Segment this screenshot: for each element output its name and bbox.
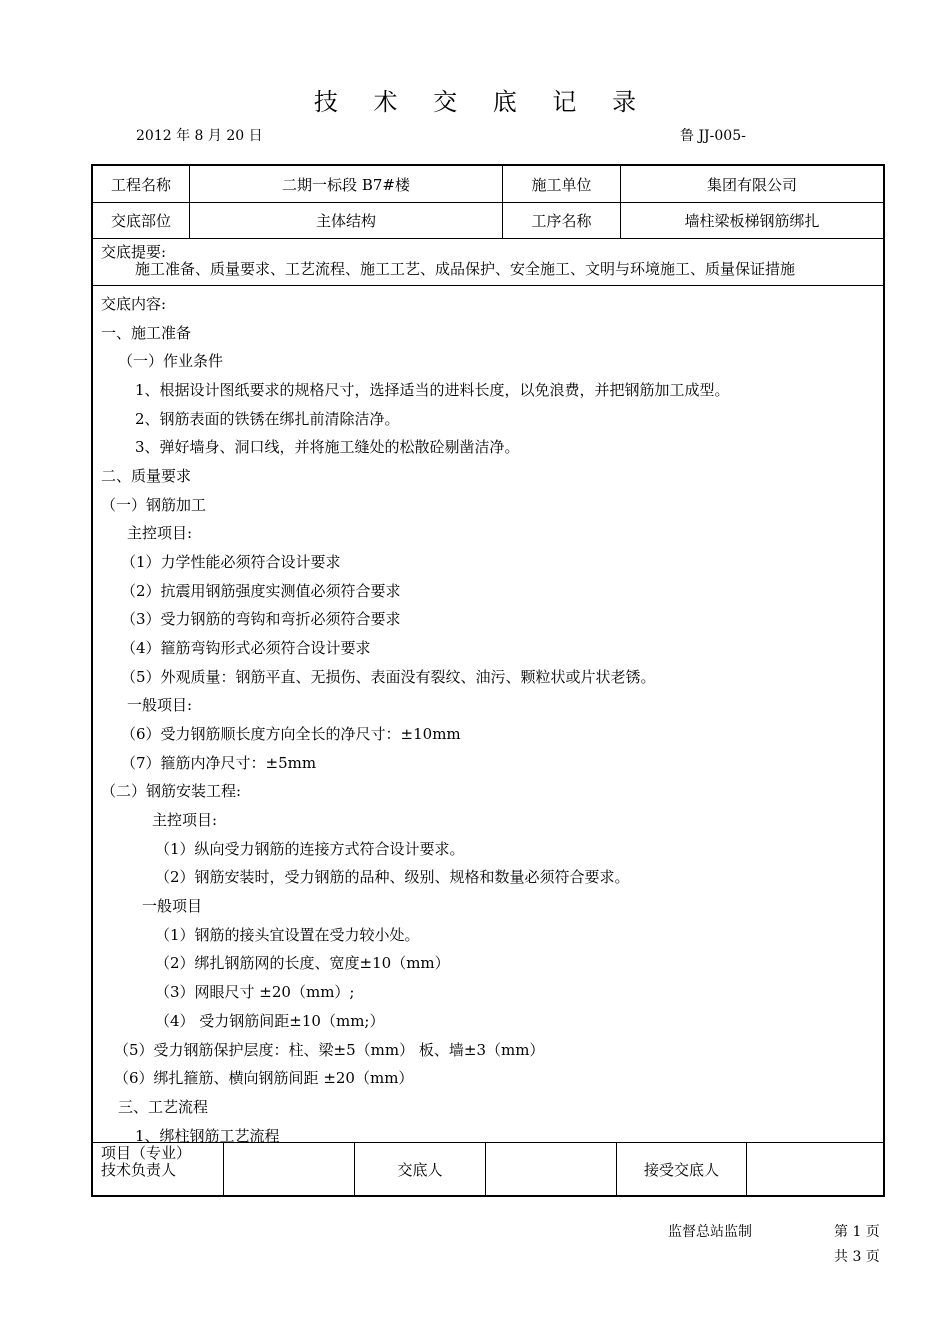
content-line: （5）受力钢筋保护层度：柱、梁±5（mm） 板、墙±3（mm） [114,1041,545,1059]
content-line: （7）箍筋内净尺寸：±5mm [121,754,317,772]
content-heading: 交底内容: [101,295,167,313]
document-number: 鲁 JJ-005- [680,128,746,144]
content-line: 1、根据设计图纸要求的规格尺寸，选择适当的进料长度，以免浪费，并把钢筋加工成型。 [135,381,730,399]
tech-lead-signature-field[interactable] [224,1143,355,1195]
content-line: （二）钢筋安装工程: [101,782,242,800]
content-line: （1）力学性能必须符合设计要求 [121,553,341,571]
content-line: （一）钢筋加工 [101,496,207,514]
content-line: 1、绑柱钢筋工艺流程 [135,1127,280,1145]
contractor-value: 集团有限公司 [706,175,797,194]
process-label: 工序名称 [503,203,621,238]
discloser-signature-field[interactable] [486,1143,617,1195]
content-line: （5）外观质量：钢筋平直、无损伤、表面没有裂纹、油污、颗粒状或片状老锈。 [121,668,656,686]
content-line: 2、钢筋表面的铁锈在绑扎前清除洁净。 [135,410,400,428]
content-line: （6）受力钢筋顺长度方向全长的净尺寸：±10mm [121,725,461,743]
content-line: 主控项目: [127,524,193,542]
info-row-project [93,166,883,203]
content-line: （2）钢筋安装时，受力钢筋的品种、级别、规格和数量必须符合要求。 [155,868,630,886]
content-line: 二、质量要求 [101,467,192,485]
content-line: 三、工艺流程 [118,1098,209,1116]
content-line: （2）抗震用钢筋强度实测值必须符合要求 [121,582,401,600]
disclosure-content [93,286,883,1145]
content-line: （2）绑扎钢筋网的长度、宽度±10（mm） [155,954,450,972]
footer-page-number: 第 1 页 [834,1224,880,1240]
process-value: 墙柱梁板梯钢筋绑扎 [684,212,820,230]
summary-text: 施工准备、质量要求、工艺流程、施工工艺、成品保护、安全施工、文明与环境施工、质量保证措施 [135,260,796,278]
part-label: 交底部位 [93,203,190,238]
record-form [91,164,885,1197]
summary-label: 交底提要: [101,243,167,261]
info-row-part [93,203,883,239]
tech-lead-label [93,1143,224,1195]
content-line: （4） 受力钢筋间距±10（mm;） [155,1012,385,1030]
footer-issuer: 监督总站监制 [668,1224,752,1240]
project-name-value: 二期一标段 B7#楼 [190,166,503,202]
content-line: （1）钢筋的接头宜设置在受力较小处。 [155,926,420,944]
content-line: 主控项目: [152,811,218,829]
record-date: 2012 年 8 月 20 日 [136,128,263,144]
content-line: 一、施工准备 [101,324,192,342]
content-line: 3、弹好墙身、洞口线，并将施工缝处的松散砼剔凿洁净。 [135,438,520,456]
summary-row [93,239,883,286]
discloser-label: 交底人 [355,1143,486,1195]
footer-total-pages: 共 3 页 [834,1249,880,1265]
content-line: （3）网眼尺寸 ±20（mm）; [155,983,355,1001]
contractor-label: 施工单位 [503,166,621,202]
content-line: （一）作业条件 [118,352,224,370]
content-line: （1）纵向受力钢筋的连接方式符合设计要求。 [155,840,465,858]
tech-lead-label-line2: 技术负责人 [101,1161,177,1179]
content-line: 一般项目 [142,897,203,915]
content-line: （6）绑扎箍筋、横向钢筋间距 ±20（mm） [114,1069,414,1087]
document-title: 技 术 交 底 记 录 [313,88,651,116]
content-line: （4）箍筋弯钩形式必须符合设计要求 [121,639,371,657]
receiver-signature-field[interactable] [747,1143,883,1195]
signoff-row [93,1142,883,1195]
part-value: 主体结构 [190,203,503,238]
project-name-label: 工程名称 [93,166,190,202]
receiver-label: 接受交底人 [617,1143,747,1195]
tech-lead-label-line1: 项目（专业） [101,1144,192,1162]
content-line: （3）受力钢筋的弯钩和弯折必须符合要求 [121,610,401,628]
content-line: 一般项目: [127,696,193,714]
